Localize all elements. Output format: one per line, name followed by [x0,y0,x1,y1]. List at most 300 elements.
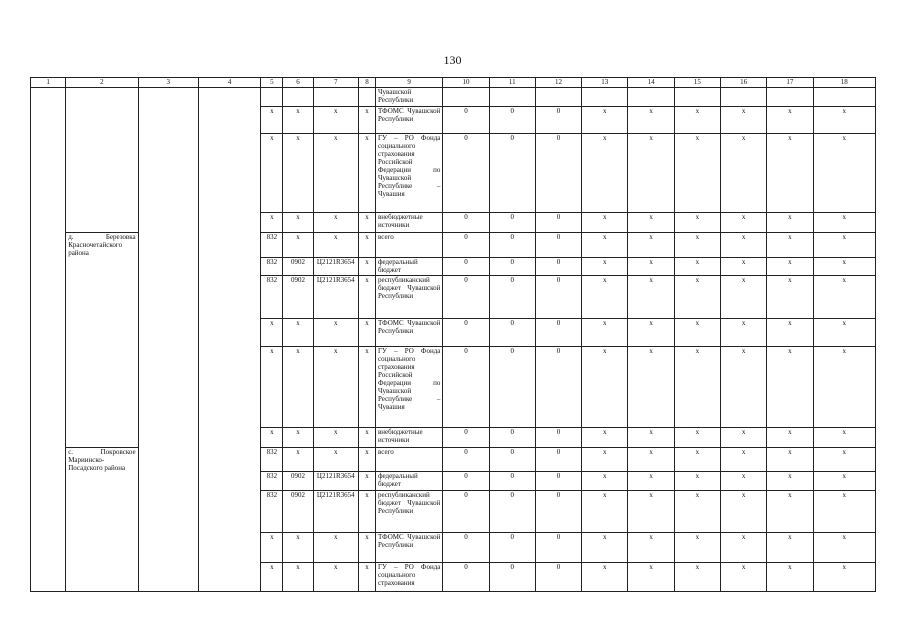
value-cell: x [582,533,628,563]
row-col1 [31,318,66,346]
value-cell: 0 [535,233,581,258]
target-article-code: x [313,213,358,233]
col-header: 18 [813,78,876,88]
row-col3 [138,533,198,563]
value-cell: 0 [443,233,489,258]
row-col3 [138,134,198,213]
value-cell: x [813,213,876,233]
row-col1 [31,491,66,533]
value-cell [674,88,720,107]
value-cell: x [628,318,674,346]
value-cell: x [767,533,813,563]
col-header: 9 [375,78,442,88]
value-cell: x [582,275,628,318]
grbs-code: 832 [261,275,283,318]
value-cell: 0 [489,275,535,318]
value-cell: x [582,447,628,472]
table-row [31,447,876,472]
value-cell [582,88,628,107]
value-cell: 0 [443,563,489,592]
row-col4 [198,88,260,107]
value-cell: x [582,134,628,213]
value-cell: x [767,318,813,346]
row-col3 [138,275,198,318]
row-col4 [198,107,260,134]
value-cell: x [628,107,674,134]
value-cell: 0 [489,427,535,447]
value-cell: x [674,346,720,427]
section-code: x [283,318,313,346]
value-cell: x [628,134,674,213]
grbs-code: 832 [261,491,283,533]
row-col3 [138,491,198,533]
funding-source: федеральный бюджет [375,257,442,275]
target-article-code: x [313,233,358,258]
grbs-code: x [261,427,283,447]
table-row [31,275,876,318]
value-cell: 0 [489,213,535,233]
expense-type-code: x [358,213,375,233]
expense-type-code [358,88,375,107]
value-cell: 0 [443,257,489,275]
row-col4 [198,346,260,427]
value-cell: 0 [535,447,581,472]
value-cell: 0 [535,491,581,533]
grbs-code: 832 [261,233,283,258]
value-cell: x [720,533,766,563]
section-code: x [283,213,313,233]
value-cell [720,88,766,107]
settlement-name [66,275,138,318]
row-col4 [198,233,260,258]
col-header: 16 [720,78,766,88]
row-col1 [31,107,66,134]
value-cell: 0 [535,275,581,318]
value-cell: 0 [535,107,581,134]
expense-type-code: x [358,257,375,275]
grbs-code: x [261,346,283,427]
value-cell: x [813,134,876,213]
value-cell [489,88,535,107]
col-header: 7 [313,78,358,88]
value-cell: 0 [443,472,489,491]
value-cell: 0 [489,257,535,275]
value-cell: x [813,533,876,563]
value-cell: x [813,491,876,533]
value-cell: x [628,275,674,318]
value-cell: x [628,257,674,275]
value-cell: x [720,213,766,233]
row-col4 [198,275,260,318]
expense-type-code: x [358,533,375,563]
target-article-code: Ц2121R3654 [313,491,358,533]
funding-source: ГУ – РО Фонда социального страхования Российской Федерации по Чувашской Республике – Чувашия [375,346,442,427]
value-cell: 0 [443,447,489,472]
value-cell: 0 [443,107,489,134]
value-cell [443,88,489,107]
value-cell: x [674,275,720,318]
settlement-name [66,491,138,533]
value-cell: x [674,563,720,592]
budget-table [30,77,876,592]
col-header: 3 [138,78,198,88]
value-cell: x [628,213,674,233]
table-row [31,427,876,447]
value-cell: x [813,233,876,258]
value-cell: x [767,427,813,447]
value-cell: x [582,233,628,258]
expense-type-code: x [358,491,375,533]
value-cell: x [767,257,813,275]
value-cell: 0 [489,472,535,491]
grbs-code [261,88,283,107]
value-cell: x [720,257,766,275]
value-cell: x [813,275,876,318]
value-cell: x [767,491,813,533]
row-col4 [198,213,260,233]
value-cell: 0 [489,233,535,258]
grbs-code: 832 [261,447,283,472]
settlement-name [66,346,138,427]
row-col4 [198,134,260,213]
value-cell: x [720,134,766,213]
value-cell: 0 [443,533,489,563]
value-cell: 0 [535,257,581,275]
grbs-code: x [261,107,283,134]
expense-type-code: x [358,427,375,447]
value-cell: x [720,472,766,491]
funding-source: Чувашской Республики [375,88,442,107]
expense-type-code: x [358,318,375,346]
settlement-name [66,472,138,491]
expense-type-code: x [358,233,375,258]
funding-source: ТФОМС Чувашской Республики [375,318,442,346]
value-cell: x [720,346,766,427]
row-col3 [138,563,198,592]
settlement-name [66,134,138,213]
settlement-name [66,427,138,447]
value-cell: x [813,427,876,447]
grbs-code: x [261,563,283,592]
row-col3 [138,472,198,491]
value-cell: 0 [443,213,489,233]
row-col3 [138,447,198,472]
value-cell: x [674,107,720,134]
value-cell: 0 [443,346,489,427]
col-header: 10 [443,78,489,88]
value-cell: 0 [535,213,581,233]
section-code [283,88,313,107]
value-cell: x [720,318,766,346]
value-cell: x [720,563,766,592]
row-col1 [31,346,66,427]
row-col4 [198,533,260,563]
settlement-name [66,213,138,233]
expense-type-code: x [358,134,375,213]
section-code: x [283,427,313,447]
target-article-code: x [313,533,358,563]
section-code: x [283,563,313,592]
row-col1 [31,275,66,318]
value-cell: x [628,427,674,447]
col-header: 12 [535,78,581,88]
target-article-code: x [313,563,358,592]
value-cell: x [674,257,720,275]
value-cell: x [720,275,766,318]
value-cell: x [720,491,766,533]
value-cell: 0 [535,427,581,447]
target-article-code: Ц2121R3654 [313,257,358,275]
value-cell: x [813,472,876,491]
value-cell: x [720,233,766,258]
value-cell [535,88,581,107]
row-col3 [138,427,198,447]
expense-type-code: x [358,447,375,472]
value-cell: x [628,533,674,563]
row-col4 [198,447,260,472]
section-code: 0902 [283,491,313,533]
funding-source: внебюджетные источники [375,213,442,233]
settlement-name [66,533,138,563]
target-article-code: x [313,427,358,447]
funding-source: республиканский бюджет Чувашской Республики [375,491,442,533]
row-col1 [31,563,66,592]
target-article-code: x [313,318,358,346]
grbs-code: x [261,134,283,213]
section-code: 0902 [283,275,313,318]
value-cell: x [767,107,813,134]
value-cell: 0 [443,275,489,318]
value-cell: x [674,318,720,346]
value-cell: x [582,318,628,346]
value-cell: x [767,563,813,592]
section-code: x [283,346,313,427]
value-cell: 0 [443,491,489,533]
value-cell: 0 [535,533,581,563]
row-col1 [31,427,66,447]
row-col3 [138,346,198,427]
value-cell: x [767,213,813,233]
settlement-name [66,563,138,592]
table-row [31,107,876,134]
value-cell: x [767,275,813,318]
value-cell: x [813,563,876,592]
value-cell [767,88,813,107]
row-col1 [31,134,66,213]
row-col1 [31,233,66,258]
row-col1 [31,88,66,107]
value-cell: 0 [535,563,581,592]
value-cell: x [813,346,876,427]
row-col4 [198,563,260,592]
value-cell: 0 [489,107,535,134]
value-cell: x [674,134,720,213]
value-cell: x [674,491,720,533]
target-article-code: x [313,447,358,472]
funding-source: всего [375,233,442,258]
value-cell: x [813,447,876,472]
row-col4 [198,257,260,275]
row-col1 [31,213,66,233]
value-cell: 0 [535,346,581,427]
grbs-code: x [261,318,283,346]
row-col4 [198,472,260,491]
row-col4 [198,427,260,447]
table-row [31,491,876,533]
value-cell: 0 [489,533,535,563]
value-cell: x [628,472,674,491]
funding-source: внебюджетные источники [375,427,442,447]
expense-type-code: x [358,275,375,318]
settlement-name [66,318,138,346]
row-col4 [198,491,260,533]
section-code: x [283,134,313,213]
value-cell: 0 [443,427,489,447]
value-cell: x [582,427,628,447]
row-col4 [198,318,260,346]
table-row [31,257,876,275]
section-code: 0902 [283,257,313,275]
table-row [31,563,876,592]
value-cell: x [628,447,674,472]
page-number: 130 [443,53,462,67]
col-header: 17 [767,78,813,88]
table-row [31,233,876,258]
value-cell: 0 [489,346,535,427]
value-cell: 0 [489,447,535,472]
value-cell: x [720,447,766,472]
grbs-code: 832 [261,257,283,275]
settlement-name: д. Березовка Красночетайского района [66,233,138,258]
value-cell: x [628,491,674,533]
funding-source: всего [375,447,442,472]
grbs-code: x [261,213,283,233]
section-code: 0902 [283,472,313,491]
row-col1 [31,257,66,275]
value-cell: x [767,447,813,472]
value-cell: x [674,533,720,563]
funding-source: ГУ – РО Фонда социального страхования [375,563,442,592]
settlement-name [66,257,138,275]
value-cell [813,88,876,107]
row-col3 [138,107,198,134]
expense-type-code: x [358,472,375,491]
col-header: 1 [31,78,66,88]
row-col3 [138,233,198,258]
target-article-code: x [313,107,358,134]
value-cell: x [767,134,813,213]
value-cell: 0 [489,134,535,213]
value-cell: x [767,346,813,427]
funding-source: федеральный бюджет [375,472,442,491]
row-col3 [138,318,198,346]
col-header: 8 [358,78,375,88]
value-cell: 0 [443,318,489,346]
settlement-name [66,107,138,134]
funding-source: республиканский бюджет Чувашской Республики [375,275,442,318]
value-cell: x [582,213,628,233]
value-cell: x [813,107,876,134]
section-code: x [283,447,313,472]
grbs-code: x [261,533,283,563]
settlement-name: с. Покровское Мариинско-Посадского района [66,447,138,472]
section-code: x [283,533,313,563]
col-header: 2 [66,78,138,88]
value-cell: x [674,427,720,447]
row-col1 [31,533,66,563]
value-cell: 0 [535,472,581,491]
expense-type-code: x [358,346,375,427]
expense-type-code: x [358,107,375,134]
value-cell: x [674,213,720,233]
value-cell: x [813,257,876,275]
value-cell: x [582,491,628,533]
value-cell [628,88,674,107]
value-cell: 0 [535,318,581,346]
table-row [31,318,876,346]
funding-source: ТФОМС Чувашской Республики [375,107,442,134]
col-header: 14 [628,78,674,88]
section-code: x [283,233,313,258]
value-cell: x [628,346,674,427]
table-row [31,213,876,233]
header-row [31,78,876,88]
funding-source: ГУ – РО Фонда социального страхования Российской Федерации по Чувашской Республике – Чувашия [375,134,442,213]
value-cell: x [582,472,628,491]
value-cell: x [628,233,674,258]
funding-source: ТФОМС Чувашской Республики [375,533,442,563]
target-article-code [313,88,358,107]
settlement-name [66,88,138,107]
target-article-code: x [313,346,358,427]
table-row [31,134,876,213]
target-article-code: Ц2121R3654 [313,275,358,318]
value-cell: x [674,233,720,258]
grbs-code: 832 [261,472,283,491]
value-cell: x [582,257,628,275]
value-cell: x [582,346,628,427]
value-cell: x [628,563,674,592]
value-cell: x [813,318,876,346]
value-cell: x [582,563,628,592]
value-cell: x [674,472,720,491]
value-cell: x [582,107,628,134]
table-row [31,88,876,107]
row-col3 [138,88,198,107]
value-cell: 0 [489,318,535,346]
expense-type-code: x [358,563,375,592]
col-header: 6 [283,78,313,88]
col-header: 4 [198,78,260,88]
target-article-code: x [313,134,358,213]
col-header: 11 [489,78,535,88]
value-cell: x [767,233,813,258]
col-header: 13 [582,78,628,88]
row-col3 [138,257,198,275]
value-cell: x [767,472,813,491]
value-cell: 0 [489,491,535,533]
row-col1 [31,472,66,491]
value-cell: x [720,107,766,134]
row-col1 [31,447,66,472]
table-row [31,533,876,563]
value-cell: 0 [535,134,581,213]
value-cell: x [674,447,720,472]
section-code: x [283,107,313,134]
value-cell: x [720,427,766,447]
col-header: 5 [261,78,283,88]
row-col3 [138,213,198,233]
